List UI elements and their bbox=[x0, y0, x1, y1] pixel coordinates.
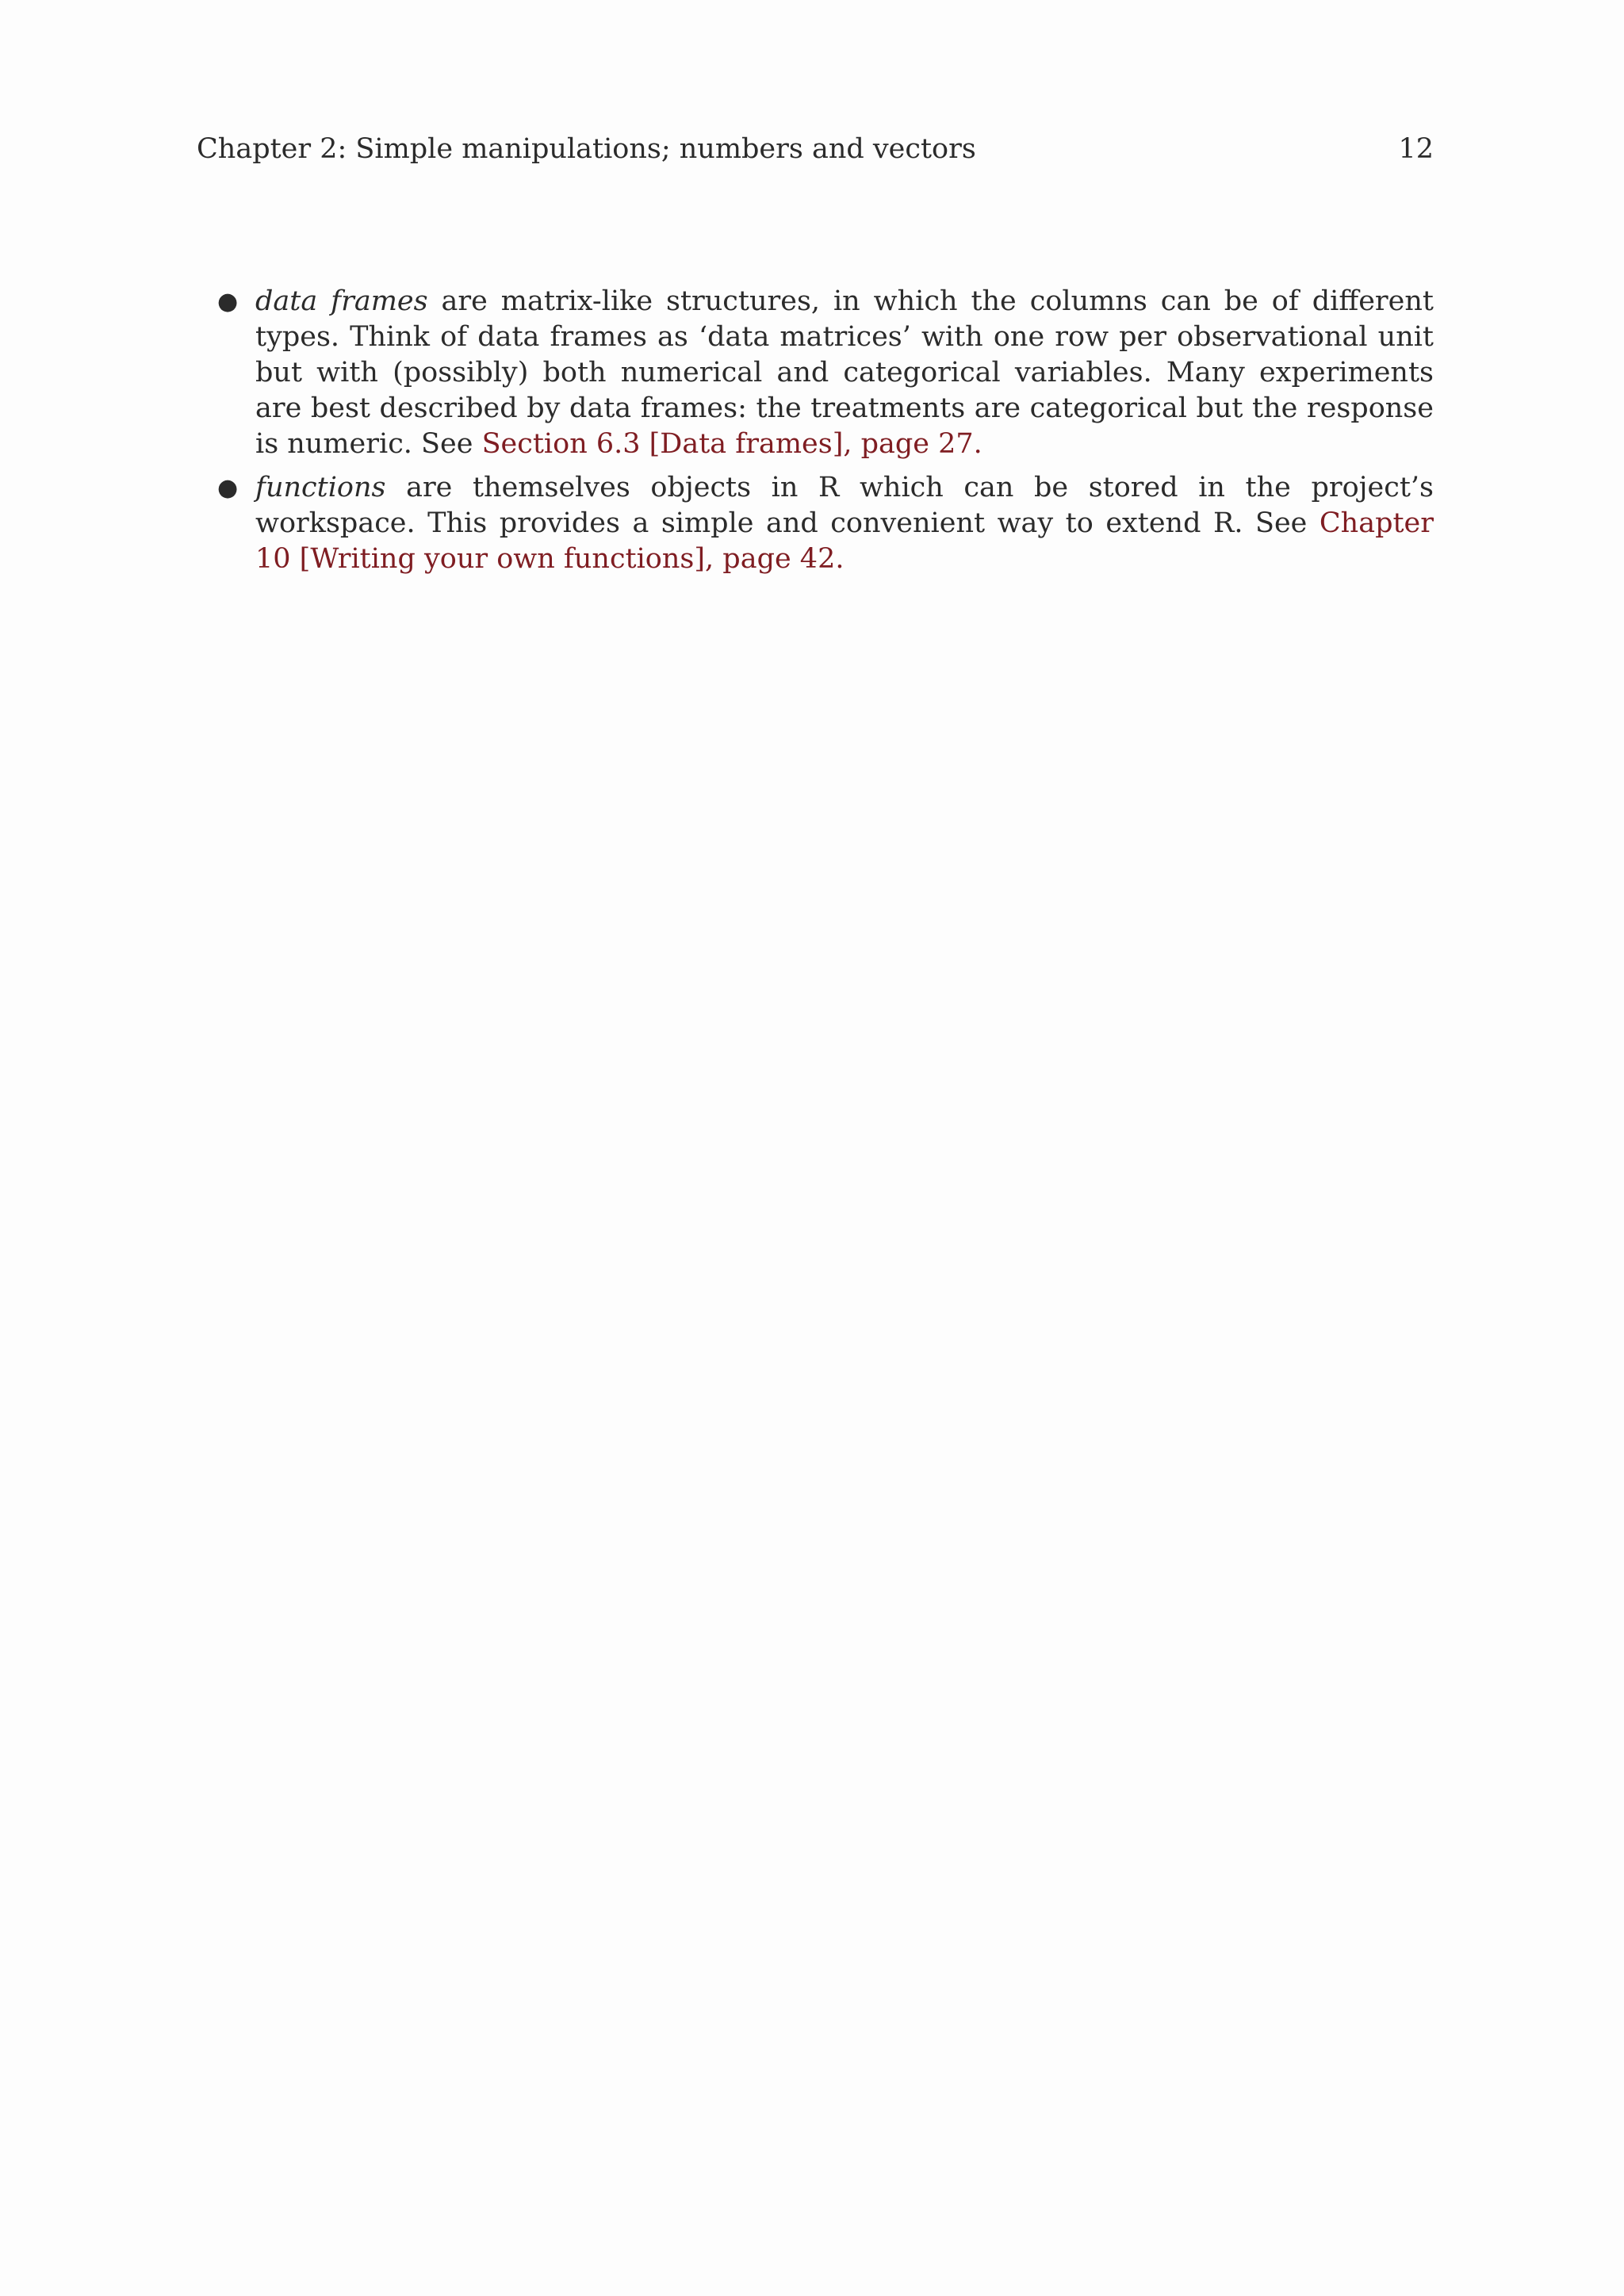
item-text: are themselves objects in R which can be stored in the project’s workspace. This provides a simple and convenient way to extend R. See bbox=[255, 472, 1434, 539]
item-text: are matrix-like structures, in which the columns can be of different types. Think of data frames as ‘data matrices’ with one row per observational unit but with (possibly) both numerical and categorical variables. Many experiments are best described by data frames: the treatments are categorical but the response is numeric. See bbox=[255, 285, 1434, 460]
bullet-icon: ● bbox=[217, 474, 239, 502]
running-head-title: Chapter 2: Simple manipulations; numbers and vectors bbox=[197, 133, 976, 165]
list-item-functions bbox=[217, 470, 1434, 577]
term-data-frames: data frames bbox=[255, 285, 428, 317]
cross-reference-link[interactable]: Chapter 10 [Writing your own functions], page 42. bbox=[255, 507, 1434, 575]
cross-reference-link[interactable]: Section 6.3 [Data frames], page 27. bbox=[481, 428, 982, 460]
list-item-data-frames bbox=[217, 284, 1434, 462]
bullet-icon: ● bbox=[217, 288, 239, 316]
page-number: 12 bbox=[1398, 133, 1434, 165]
page-header bbox=[197, 127, 1434, 171]
bullet-list bbox=[217, 284, 1434, 585]
term-functions: functions bbox=[255, 472, 386, 503]
